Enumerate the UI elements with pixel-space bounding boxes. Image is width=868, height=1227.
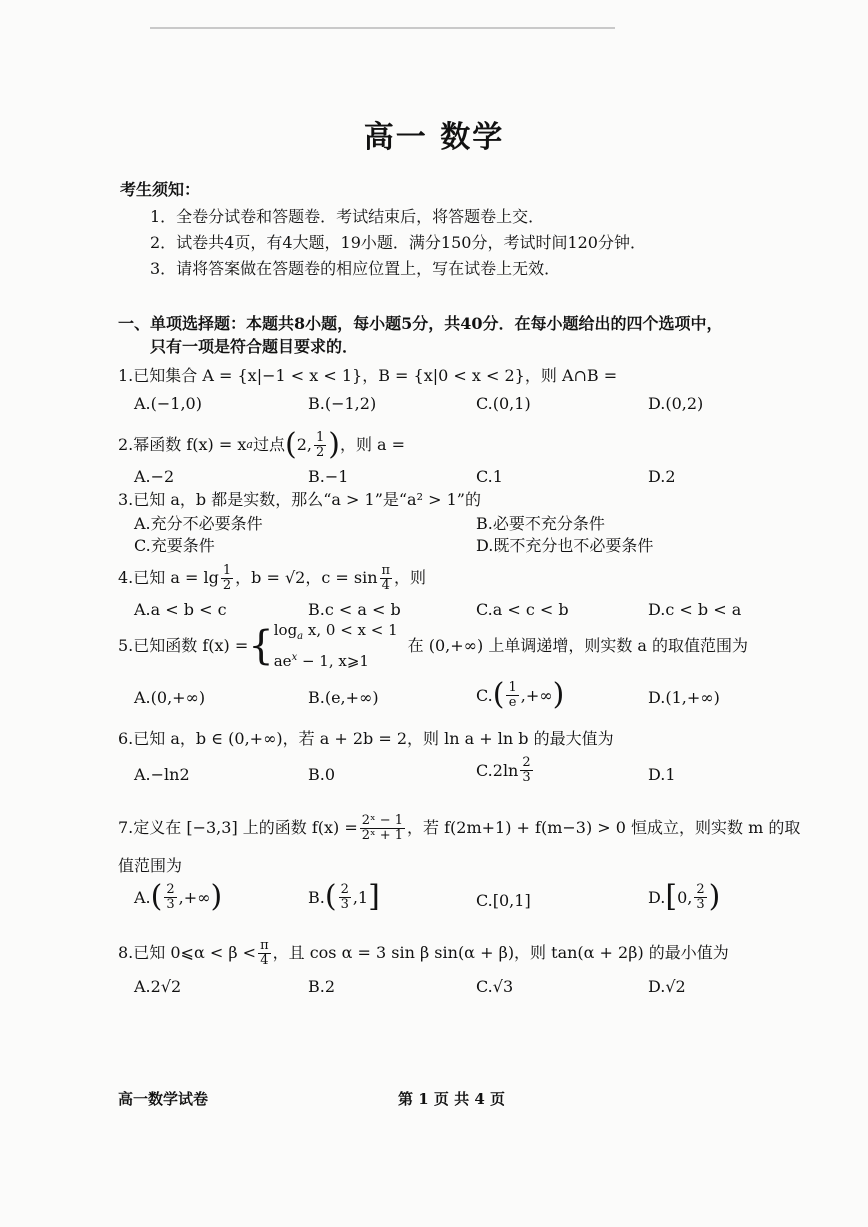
option-a [134,879,223,914]
option-a: A.(0,+∞) [134,688,206,707]
point-x: 2, [296,435,312,454]
denominator: 3 [340,896,349,912]
option-b: B.−1 [308,467,349,486]
option-c: C.1 [476,467,503,486]
notice-heading: 考生须知： [120,180,201,199]
stem-text: 8.已知 0⩽α < β < [118,943,257,962]
stem-text: ，若 f(2m+1) + f(m−3) > 0 恒成立，则实数 m 的取 [407,818,801,837]
question-5-options [134,677,754,720]
numerator: 2 [696,881,705,897]
option-b: B.2 [308,977,336,996]
numerator: π [381,562,391,578]
bracket: [ [665,879,678,914]
option-label: C.2ln [476,761,519,780]
option-a: A.2√2 [134,977,182,996]
case-text: log [273,621,298,639]
case-text: ae [273,652,292,670]
denominator: 4 [260,952,269,968]
page-title: 高一 数学 [363,120,505,155]
option-c [476,677,565,712]
case-text: − 1, x⩾1 [297,652,369,670]
option-c: C.充要条件 [134,536,215,555]
stem-text: 5.已知函数 f(x) = [118,636,249,655]
option-a: A.a < b < c [134,600,227,619]
question-8-stem [118,934,729,972]
question-8-options [134,977,754,1011]
fraction [694,883,706,912]
numerator: 2ˣ − 1 [361,812,404,828]
paren: ) [708,879,721,914]
option-b: B.c < a < b [308,600,401,619]
numerator: 2 [522,755,531,770]
footer-page-number: 第 1 页 共 4 页 [398,1090,505,1108]
numerator: 1 [508,679,517,695]
question-6-options [134,756,754,796]
denominator: 2ˣ + 1 [361,827,404,843]
stem-text: ，则 a = [339,435,406,454]
stem-text: 4.已知 a = lg [118,568,219,587]
option-b: B.0 [308,765,336,784]
option-d: D.2 [648,467,676,486]
fraction [221,564,233,593]
fraction [506,681,518,710]
option-a: A.充分不必要条件 [134,514,263,533]
option-text: ,+∞ [520,685,553,705]
option-d: D.c < b < a [648,600,742,619]
paren: ) [328,427,340,462]
option-a: A.(−1,0) [134,394,202,413]
fraction [258,939,271,968]
question-6-stem: 6.已知 a，b ∈ (0,+∞)，若 a + 2b = 2，则 ln a + ln b 的最大值为 [118,729,614,748]
option-d: D.1 [648,765,676,784]
stem-text: 过点 [252,435,285,454]
case-text: x, 0 < x < 1 [303,621,398,639]
option-label: B. [308,887,325,907]
stem-text: ，则 [394,568,427,587]
option-a: A.−2 [134,467,175,486]
option-c [476,756,535,785]
question-2-stem [118,425,405,465]
section-heading-cont: 只有一项是符合题目要求的． [150,337,359,356]
paren: ( [492,677,505,712]
option-c: C.√3 [476,977,514,996]
fraction [380,564,393,593]
question-3-stem: 3.已知 a，b 都是实数，那么“a > 1”是“a² > 1”的 [118,490,481,509]
section-heading: 一、单项选择题：本题共8小题，每小题5分，共40分．在每小题给出的四个选项中， [118,314,723,333]
bracket: ] [368,879,380,914]
stem-text: 在 (0,+∞) 上单调递增，则实数 a 的取值范围为 [407,636,749,655]
numerator: π [260,937,269,953]
option-d: D.√2 [648,977,686,996]
fraction [164,883,176,912]
denominator: e [508,694,517,710]
option-d [648,879,721,914]
fraction [360,814,405,843]
option-label: C. [476,685,493,705]
option-d: D.(0,2) [648,394,704,413]
option-b: B.必要不充分条件 [476,514,605,533]
option-b: B.(−1,2) [308,394,377,413]
option-d: D.既不充分也不必要条件 [476,536,654,555]
fraction [520,756,532,785]
piecewise-cases [274,620,398,672]
numerator: 2 [166,881,175,897]
notice-item: 2．试卷共4页，有4大题，19小题．满分150分，考试时间120分钟． [150,233,646,252]
denominator: 2 [222,577,232,593]
option-label: D. [648,887,666,907]
question-4-stem [118,560,426,596]
notice-item: 1．全卷分试卷和答题卷．考试结束后，将答题卷上交． [150,207,545,226]
question-7-stem [118,808,800,848]
question-1-options [134,394,754,428]
paren: ) [210,879,223,914]
paren: ( [150,879,163,914]
question-5-stem [118,622,748,670]
numerator: 1 [222,562,232,578]
brace: { [248,623,274,669]
numerator: 2 [340,881,349,897]
notice-item: 3．请将答案做在答题卷的相应位置上，写在试卷上无效． [150,259,561,278]
paren: ( [284,427,297,462]
option-text: ,1 [352,887,369,907]
stem-text: ，且 cos α = 3 sin β sin(α + β)，则 tan(α + 2β) 的最小值为 [272,943,729,962]
question-1-stem: 1.已知集合 A = {x|−1 < x < 1}，B = {x|0 < x < 2}，则 A∩B = [118,366,618,385]
denominator: 3 [696,896,705,912]
option-a: A.−ln2 [134,765,190,784]
option-text: 0, [677,887,693,907]
option-c: C.(0,1) [476,394,531,413]
option-c: C.[0,1] [476,891,531,910]
superscript: x [291,652,298,663]
case-2 [274,647,398,672]
question-7-options [134,879,754,924]
paren: ( [324,879,337,914]
denominator: 3 [166,896,175,912]
exponent: a [246,438,253,451]
denominator: 3 [522,770,531,785]
option-label: A. [134,887,151,907]
denominator: 4 [381,577,390,593]
fraction [314,431,326,460]
case-1 [274,620,398,647]
stem-text: 2.幂函数 f(x) = x [118,435,247,454]
numerator: 1 [315,429,325,445]
footer-exam-name: 高一数学试卷 [118,1090,209,1108]
fraction [339,883,351,912]
question-7-stem-cont: 值范围为 [118,856,183,875]
stem-text: 7.定义在 [−3,3] 上的函数 f(x) = [118,818,358,837]
option-c: C.a < c < b [476,600,569,619]
denominator: 2 [315,444,325,460]
option-b [308,879,380,914]
option-b: B.(e,+∞) [308,688,379,707]
scan-edge-line [150,27,615,29]
subscript: a [297,631,304,642]
option-d: D.(1,+∞) [648,688,720,707]
stem-text: ，b = √2，c = sin [235,568,378,587]
option-text: ,+∞ [178,887,211,907]
paren: ) [552,677,565,712]
